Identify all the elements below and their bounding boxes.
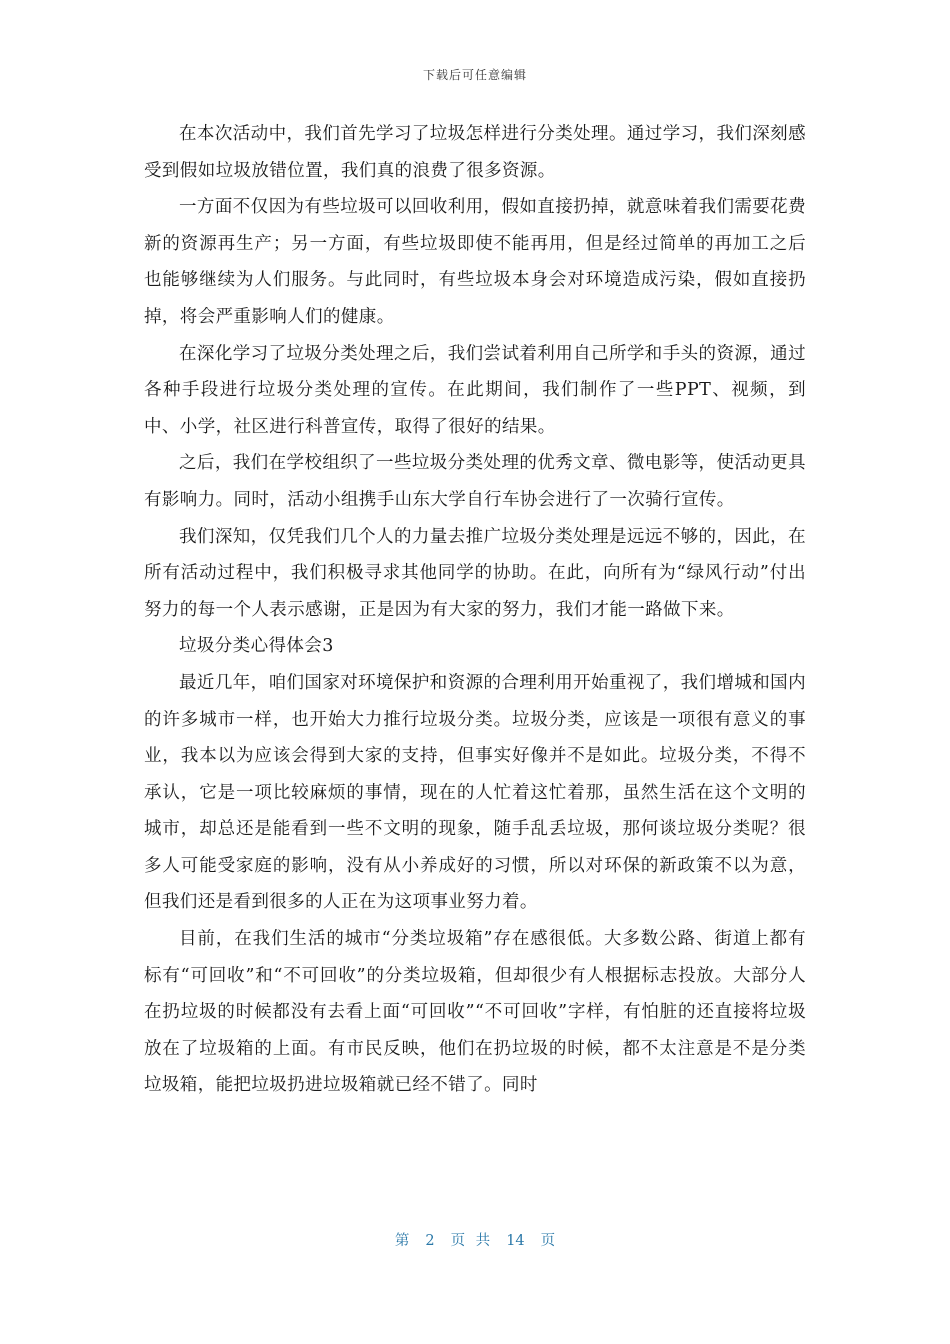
- paragraph: 我们深知，仅凭我们几个人的力量去推广垃圾分类处理是远远不够的，因此，在所有活动过程中，我们积极寻求其他同学的协助。在此，向所有为“绿风行动”付出努力的每一个人表示感谢，正是因为有大家的努力，我们才能一路做下来。: [144, 526, 806, 620]
- page-header: 下载后可任意编辑: [422, 68, 527, 82]
- document-body: [144, 116, 806, 1104]
- paragraph: 在深化学习了垃圾分类处理之后，我们尝试着利用自己所学和手头的资源，通过各种手段进行垃圾分类处理的宣传。在此期间，我们制作了一些PPT、视频，到中、小学，社区进行科普宣传，取得了很好的结果。: [144, 343, 806, 437]
- paragraph: 一方面不仅因为有些垃圾可以回收利用，假如直接扔掉，就意味着我们需要花费新的资源再生产；另一方面，有些垃圾即使不能再用，但是经过简单的再加工之后也能够继续为人们服务。与此同时，有些垃圾本身会对环境造成污染，假如直接扔掉，将会严重影响人们的健康。: [144, 197, 806, 327]
- footer-suffix: 页: [540, 1233, 556, 1249]
- paragraph: 在本次活动中，我们首先学习了垃圾怎样进行分类处理。通过学习，我们深刻感受到假如垃圾放错位置，我们真的浪费了很多资源。: [144, 124, 806, 181]
- section-heading: 垃圾分类心得体会3: [179, 636, 334, 657]
- paragraph: 之后，我们在学校组织了一些垃圾分类处理的优秀文章、微电影等，使活动更具有影响力。同时，活动小组携手山东大学自行车协会进行了一次骑行宣传。: [144, 453, 806, 510]
- paragraph: 目前，在我们生活的城市“分类垃圾箱”存在感很低。大多数公路、街道上都有标有“可回收”和“不可回收”的分类垃圾箱，但却很少有人根据标志投放。大部分人在扔垃圾的时候都没有去看上面“可回收”“不可回收”字样，有怕脏的还直接将垃圾放在了垃圾箱的上面。有市民反映，他们在扔垃圾的时候，都不太注意是不是分类垃圾箱，能把垃圾扔进垃圾箱就已经不错了。同时: [144, 929, 806, 1096]
- paragraph: 最近几年，咱们国家对环境保护和资源的合理利用开始重视了，我们增城和国内的许多城市一样，也开始大力推行垃圾分类。垃圾分类，应该是一项很有意义的事业，我本以为应该会得到大家的支持，但事实好像并不是如此。垃圾分类，不得不承认，它是一项比较麻烦的事情，现在的人忙着这忙着那，虽然生活在这个文明的城市，却总还是能看到一些不文明的现象，随手乱丢垃圾，那何谈垃圾分类呢？很多人可能受家庭的影响，没有从小养成好的习惯，所以对环保的新政策不以为意，但我们还是看到很多的人正在为这项事业努力着。: [144, 672, 806, 913]
- page-footer: [0, 1229, 950, 1250]
- footer-page-number: 2: [425, 1233, 435, 1249]
- footer-total-pages: 14: [506, 1233, 525, 1249]
- footer-prefix: 第: [394, 1233, 410, 1249]
- footer-middle: 页 共: [450, 1233, 491, 1249]
